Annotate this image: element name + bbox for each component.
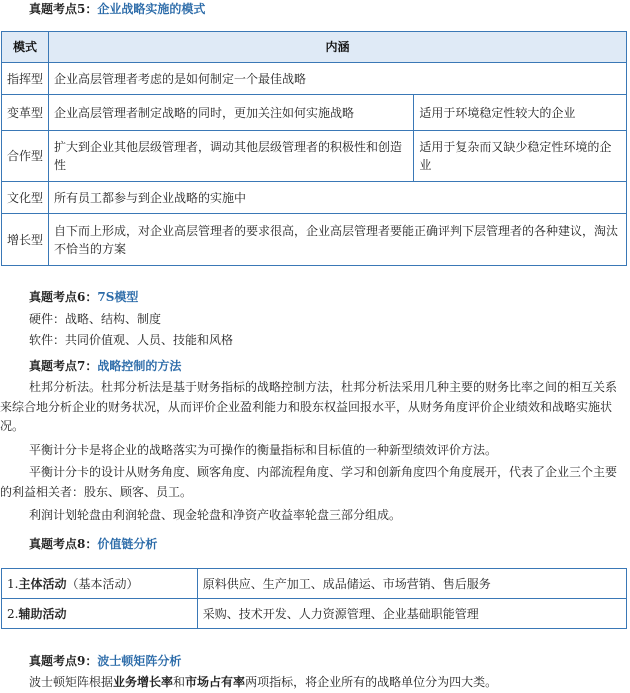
- table-header-row: [2, 32, 627, 63]
- mode-cell: 增长型: [2, 214, 49, 266]
- activity-cell: [2, 569, 198, 599]
- section-8-heading: [29, 536, 157, 552]
- text: 两项指标，将企业所有的战略单位分为四大类。: [245, 675, 498, 689]
- text: 和: [173, 675, 186, 689]
- bold-term: 市场占有率: [185, 675, 246, 689]
- table-row: [2, 95, 627, 131]
- section-7-heading: [29, 358, 181, 374]
- section-title: 7S模型: [97, 290, 139, 304]
- activity-content: 原料供应、生产加工、成品储运、市场营销、售后服务: [197, 569, 626, 599]
- desc-cell: 企业高层管理者制定战略的同时，更加关注如何实施战略: [48, 95, 413, 131]
- activity-name: 主体活动: [18, 576, 67, 591]
- desc-cell: 所有员工都参与到企业战略的实施中: [48, 182, 626, 214]
- mode-cell: 文化型: [2, 182, 49, 214]
- mode-cell: 合作型: [2, 131, 49, 182]
- paragraph: 利润计划轮盘由利润轮盘、现金轮盘和净资产收益率轮盘三部分组成。: [29, 508, 402, 522]
- table-row: [2, 131, 627, 182]
- paragraph: 杜邦分析法。杜邦分析法是基于财务指标的战略控制方法，杜邦分析法采用几种主要的财务比率之间的相互关系来综合地分析企业的财务状况，从而评价企业盈利能力和股东权益回报水平，从财务角度评价企业绩效和战略实施状况。: [0, 380, 618, 433]
- section-6-heading: [29, 289, 138, 305]
- section-5-heading: [29, 1, 205, 17]
- paragraph: 平衡计分卡是将企业的战略落实为可操作的衡量指标和目标值的一种新型绩效评价方法。: [29, 443, 498, 457]
- section-9-heading: [29, 653, 181, 669]
- activity-cell: [2, 599, 198, 629]
- activity-extra: （基本活动）: [66, 576, 139, 591]
- strategy-modes-table: [1, 31, 627, 266]
- bcg-paragraph: [29, 673, 626, 693]
- section-prefix: 真题考点8：: [29, 537, 98, 551]
- section-title: 波士顿矩阵分析: [97, 654, 182, 668]
- note-cell: 适用于复杂而又缺少稳定性环境的企业: [414, 131, 627, 182]
- paragraph: 平衡计分卡的设计从财务角度、顾客角度、内部流程角度、学习和创新角度四个角度展开，代表了企业三个主要的利益相关者：股东、顾客、员工。: [0, 465, 618, 499]
- section-prefix: 真题考点7：: [29, 359, 98, 373]
- table-row: [2, 63, 627, 95]
- text: 波士顿矩阵根据: [29, 675, 114, 689]
- mode-cell: 指挥型: [2, 63, 49, 95]
- section-prefix: 真题考点9：: [29, 654, 98, 668]
- bold-term: 业务增长率: [113, 675, 174, 689]
- section-title: 战略控制的方法: [97, 359, 182, 373]
- row-number: 2.: [7, 606, 19, 621]
- section-title: 企业战略实施的模式: [97, 2, 206, 16]
- section-prefix: 真题考点5：: [29, 2, 98, 16]
- desc-cell: 扩大到企业其他层级管理者，调动其他层级管理者的积极性和创造性: [48, 131, 413, 182]
- desc-cell: 企业高层管理者考虑的是如何制定一个最佳战略: [48, 63, 626, 95]
- software-line: 软件：共同价值观、人员、技能和风格: [29, 333, 234, 347]
- section-title: 价值链分析: [97, 537, 158, 551]
- activity-content: 采购、技术开发、人力资源管理、企业基础职能管理: [197, 599, 626, 629]
- table-row: [2, 599, 627, 629]
- section-prefix: 真题考点6：: [29, 290, 98, 304]
- table-row: [2, 182, 627, 214]
- value-chain-table: [1, 568, 627, 629]
- table-row: [2, 214, 627, 266]
- mode-cell: 变革型: [2, 95, 49, 131]
- header-mode: 模式: [2, 32, 49, 63]
- table-row: [2, 569, 627, 599]
- hardware-line: 硬件：战略、结构、制度: [29, 312, 162, 326]
- header-content: 内涵: [48, 32, 626, 63]
- row-number: 1.: [7, 576, 19, 591]
- activity-name: 辅助活动: [18, 606, 67, 621]
- note-cell: 适用于环境稳定性较大的企业: [414, 95, 627, 131]
- desc-cell: 自下而上形成，对企业高层管理者的要求很高，企业高层管理者要能正确评判下层管理者的各种建议，淘汰不恰当的方案: [48, 214, 626, 266]
